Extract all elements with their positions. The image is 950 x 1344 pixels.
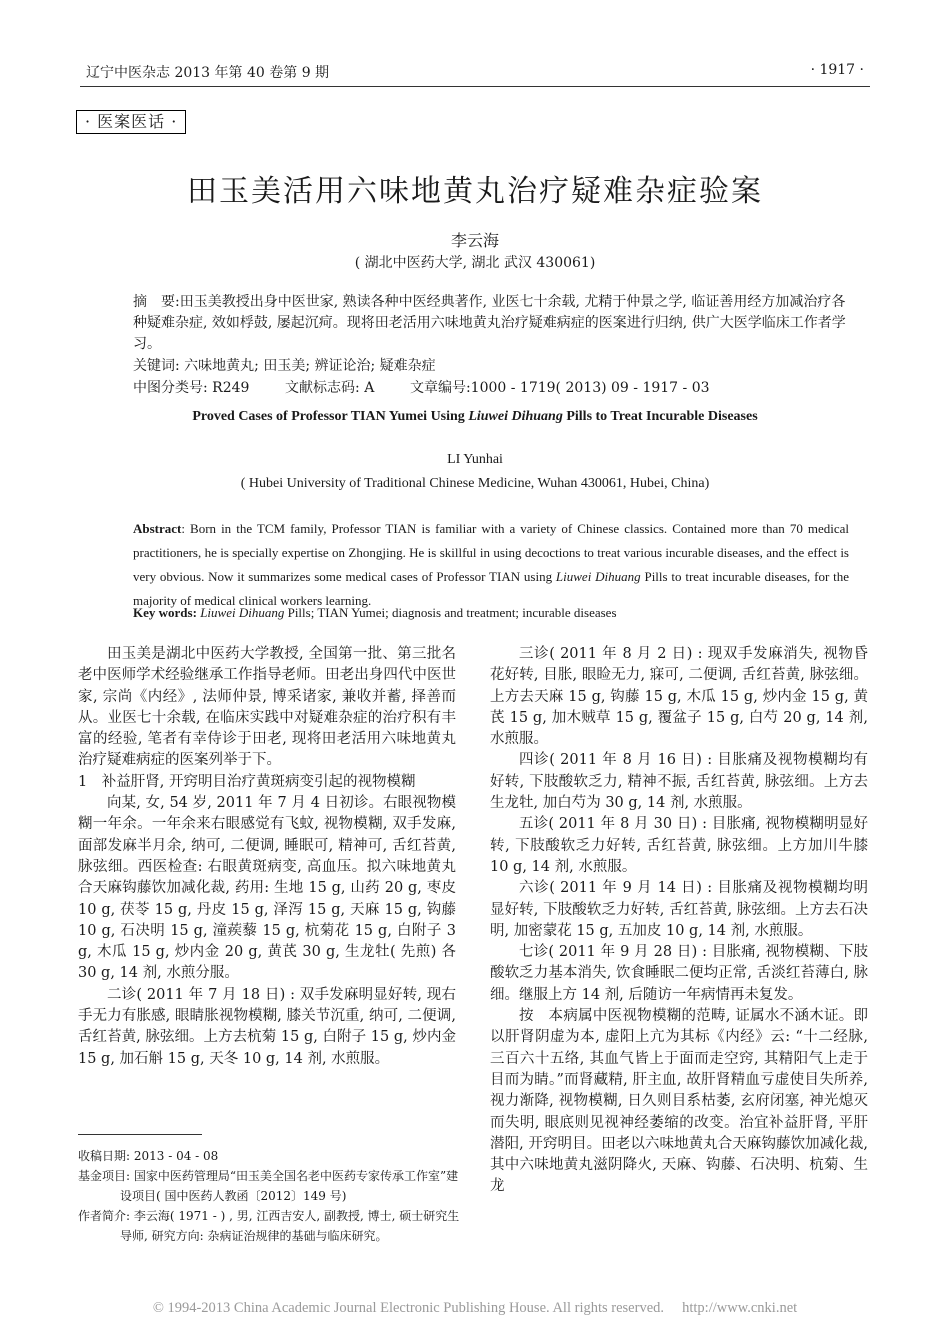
commentary-paragraph: 按 本病属中医视物模糊的范畴, 证属水不涵木证。即以肝肾阴虚为本, 虚阳上亢为其标《内经》云: “十二经脉, 三百六十五络, 其血气皆上于面而走空窍, 其精阳气上走于目而为睛。”而肾藏精, 肝主血, 故肝肾精血亏虚使目失所养, 视力渐降, 视物模糊, 日久则目系枯萎, 玄府闭塞, 神光熄灭而失明, 眼底则见视神经萎缩的改变。治宜补益肝肾, 平肝潜阳, 开窍明目。田老以六味地黄丸合天麻钩藤饮加减化裁, 其中六味地黄丸滋阴降火, 天麻、钩藤、石决明、杭菊、生龙 [490, 1008, 868, 1195]
body-column-right [490, 644, 868, 1198]
keywords-cn-label: 关键词: [133, 358, 180, 374]
doc-code-label: 文献标志码: [285, 380, 360, 396]
visit4-paragraph: 四诊( 2011 年 8 月 16 日) : 目胀痛及视物模糊均有好转, 下肢酸软乏力, 精神不振, 舌红苔黄, 脉弦细。上方去生龙牡, 加白芍为 30 g, 14 剂, 水煎服。 [490, 752, 868, 812]
journal-header: 辽宁中医杂志 2013 年第 40 卷第 9 期 [86, 65, 330, 81]
classification-line [133, 378, 849, 399]
copyright-line: © 1994-2013 China Academic Journal Electronic Publishing House. All rights reserved. http://www.cnki.net [152, 1300, 798, 1316]
keywords-en-label: Key words [133, 605, 193, 620]
english-title-italic: Liuwei Dihuang [468, 409, 563, 424]
english-title [0, 409, 950, 425]
english-title-pre: Proved Cases of Professor TIAN Yumei Using [192, 409, 469, 424]
clc-label: 中图分类号: [133, 380, 208, 396]
visit7-paragraph: 七诊( 2011 年 9 月 28 日) : 目胀痛, 视物模糊、下肢酸软乏力基本消失, 饮食睡眠二便均正常, 舌淡红苔薄白, 脉细。继服上方 14 剂, 后随访一年病情再未复发。 [490, 944, 868, 1003]
body-column-left [78, 644, 456, 1070]
abstract-en [133, 517, 849, 613]
visit5-paragraph: 五诊( 2011 年 8 月 30 日) : 目胀痛, 视物模糊明显好转, 下肢酸软乏力好转, 舌红苔黄, 脉弦细。上方加川牛膝 10 g, 14 剂, 水煎服。 [490, 816, 868, 875]
abstract-en-text1: : Born in the TCM family, Professor TIAN is familiar with a variety of Chinese classics. Contained more than 70 medical practitioners, he is specially expertise on Zhongjing. He is skillful in using decoctions to treat various incurable diseases, and the effect is very obvious. Now it summarizes some medical cases of Professor TIAN using [133, 521, 849, 584]
doc-code-value: A [364, 380, 375, 396]
footnote-fund: 基金项目: 国家中医药管理局“田玉美全国名老中医药专家传承工作室”建设项目( 国中医药人教函〔2012〕149 号) [78, 1169, 459, 1203]
visit3-paragraph: 三诊( 2011 年 8 月 2 日) : 现双手发麻消失, 视物昏花好转, 目胀, 眼睑无力, 寐可, 二便调, 舌红苔黄, 脉弦细。上方去天麻 15 g, 钩藤 15 g, 木瓜 15 g, 炒内金 15 g, 黄芪 15 g, 加木贼草 15 g, 覆盆子 15 g, 白芍 20 g, 14 剂, 水煎服。 [490, 646, 868, 748]
clc-value: R249 [212, 380, 250, 396]
visit2-paragraph: 二诊( 2011 年 7 月 18 日) : 双手发麻明显好转, 现右手无力有胀感, 眼睛胀视物模糊, 膝关节沉重, 纳可, 二便调, 舌红苔黄, 脉弦细。上方去杭菊 15 g, 白附子 15 g, 炒内金 15 g, 加石斛 15 g, 天冬 10 g, 14 剂, 水煎服。 [78, 986, 456, 1067]
affiliation-cn: ( 湖北中医药大学, 湖北 武汉 430061) [354, 255, 596, 271]
article-title: 田玉美活用六味地黄丸治疗疑难杂症验案 [187, 174, 763, 209]
english-title-post: Pills to Treat Incurable Diseases [562, 409, 758, 424]
section-tag-label: · 医案医话 · [85, 112, 178, 131]
section-heading-1: 1 补益肝肾, 开窍明目治疗黄斑病变引起的视物模糊 [78, 773, 416, 790]
article-no-label: 文章编号: [409, 380, 471, 396]
abstract-cn-text: 田玉美教授出身中医世家, 熟读各种中医经典著作, 业医七十余载, 尤精于仲景之学, 临证善用经方加减治疗各种疑难杂症, 效如桴鼓, 屡起沉疴。现将田老活用六味地黄丸治疗疑难病症的医案进行归纳, 供广大医学临床工作者学习。 [133, 294, 846, 352]
abstract-en-text2: Pills to treat incurable diseases, for the majority of medical clinical workers learning. [133, 569, 849, 608]
abstract-cn [133, 292, 849, 355]
affiliation-en: ( Hubei University of Traditional Chinese Medicine, Wuhan 430061, Hubei, China) [240, 476, 710, 491]
author-en: LI Yunhai [447, 452, 503, 467]
case1-paragraph: 向某, 女, 54 岁, 2011 年 7 月 4 日初诊。右眼视物模糊一年余。一年余来右眼感觉有飞蚊, 视物模糊, 双手发麻, 面部发麻半月余, 纳可, 二便调, 睡眠可, 精神可, 舌红苔黄, 脉弦细。西医检查: 右眼黄斑病变, 高血压。拟六味地黄丸合天麻钩藤饮加减化裁, 药用: 生地 15 g, 山药 20 g, 枣皮 10 g, 茯苓 15 g, 丹皮 15 g, 泽泻 15 g, 天麻 15 g, 钩藤 10 g, 石决明 15 g, 潼蒺藜 15 g, 杭菊花 15 g, 白附子 3 g, 木瓜 15 g, 炒内金 20 g, 黄芪 30 g, 生龙牡( 先煎) 各 30 g, 14 剂, 水煎分服。 [78, 795, 456, 982]
keywords-en: Key words: Liuwei Dihuang Pills; TIAN Yumei; diagnosis and treatment; incurable diseases [133, 605, 617, 620]
page-number: · 1917 · [810, 62, 864, 78]
article-no-value: 1000 - 1719( 2013) 09 - 1917 - 03 [470, 380, 710, 396]
keywords-cn [133, 356, 849, 377]
author-cn: 李云海 [450, 231, 499, 250]
intro-paragraph: 田玉美是湖北中医药大学教授, 全国第一批、第三批名老中医师学术经验继承工作指导老师。田老出身四代中医世家, 宗尚《内经》, 法师仲景, 博采诸家, 兼收并蓄, 择善而从。业医七十余载, 在临床实践中对疑难杂症的治疗积有丰富的经验, 笔者有幸侍诊于田老, 现将田老活用六味地黄丸治疗疑难病症的医案列举于下。 [78, 646, 456, 769]
keywords-en-text: Pills; TIAN Yumei; diagnosis and treatment; incurable diseases [284, 605, 617, 620]
footnote-author: 作者简介: 李云海( 1971 - ) , 男, 江西吉安人, 副教授, 博士, 硕士研究生导师, 研究方向: 杂病证治规律的基础与临床研究。 [78, 1209, 460, 1243]
footnote-rule [78, 1134, 202, 1135]
keywords-en-italic: Liuwei Dihuang [200, 605, 285, 620]
header-rule [80, 86, 870, 87]
visit6-paragraph: 六诊( 2011 年 9 月 14 日) : 目胀痛及视物模糊均明显好转, 下肢酸软乏力好转, 舌红苔黄, 脉弦细。上方去石决明, 加密蒙花 15 g, 五加皮 10 g, 14 剂, 水煎服。 [490, 880, 868, 939]
footnotes [78, 1146, 470, 1246]
abstract-en-label: Abstract [133, 521, 182, 536]
abstract-cn-label: 摘 要: [133, 294, 180, 310]
keywords-cn-text: 六味地黄丸; 田玉美; 辨证论治; 疑难杂症 [184, 358, 436, 374]
abstract-en-italic: Liuwei Dihuang [555, 569, 641, 584]
footnote-received: 收稿日期: 2013 - 04 - 08 [78, 1149, 219, 1163]
section-tag [76, 110, 186, 134]
